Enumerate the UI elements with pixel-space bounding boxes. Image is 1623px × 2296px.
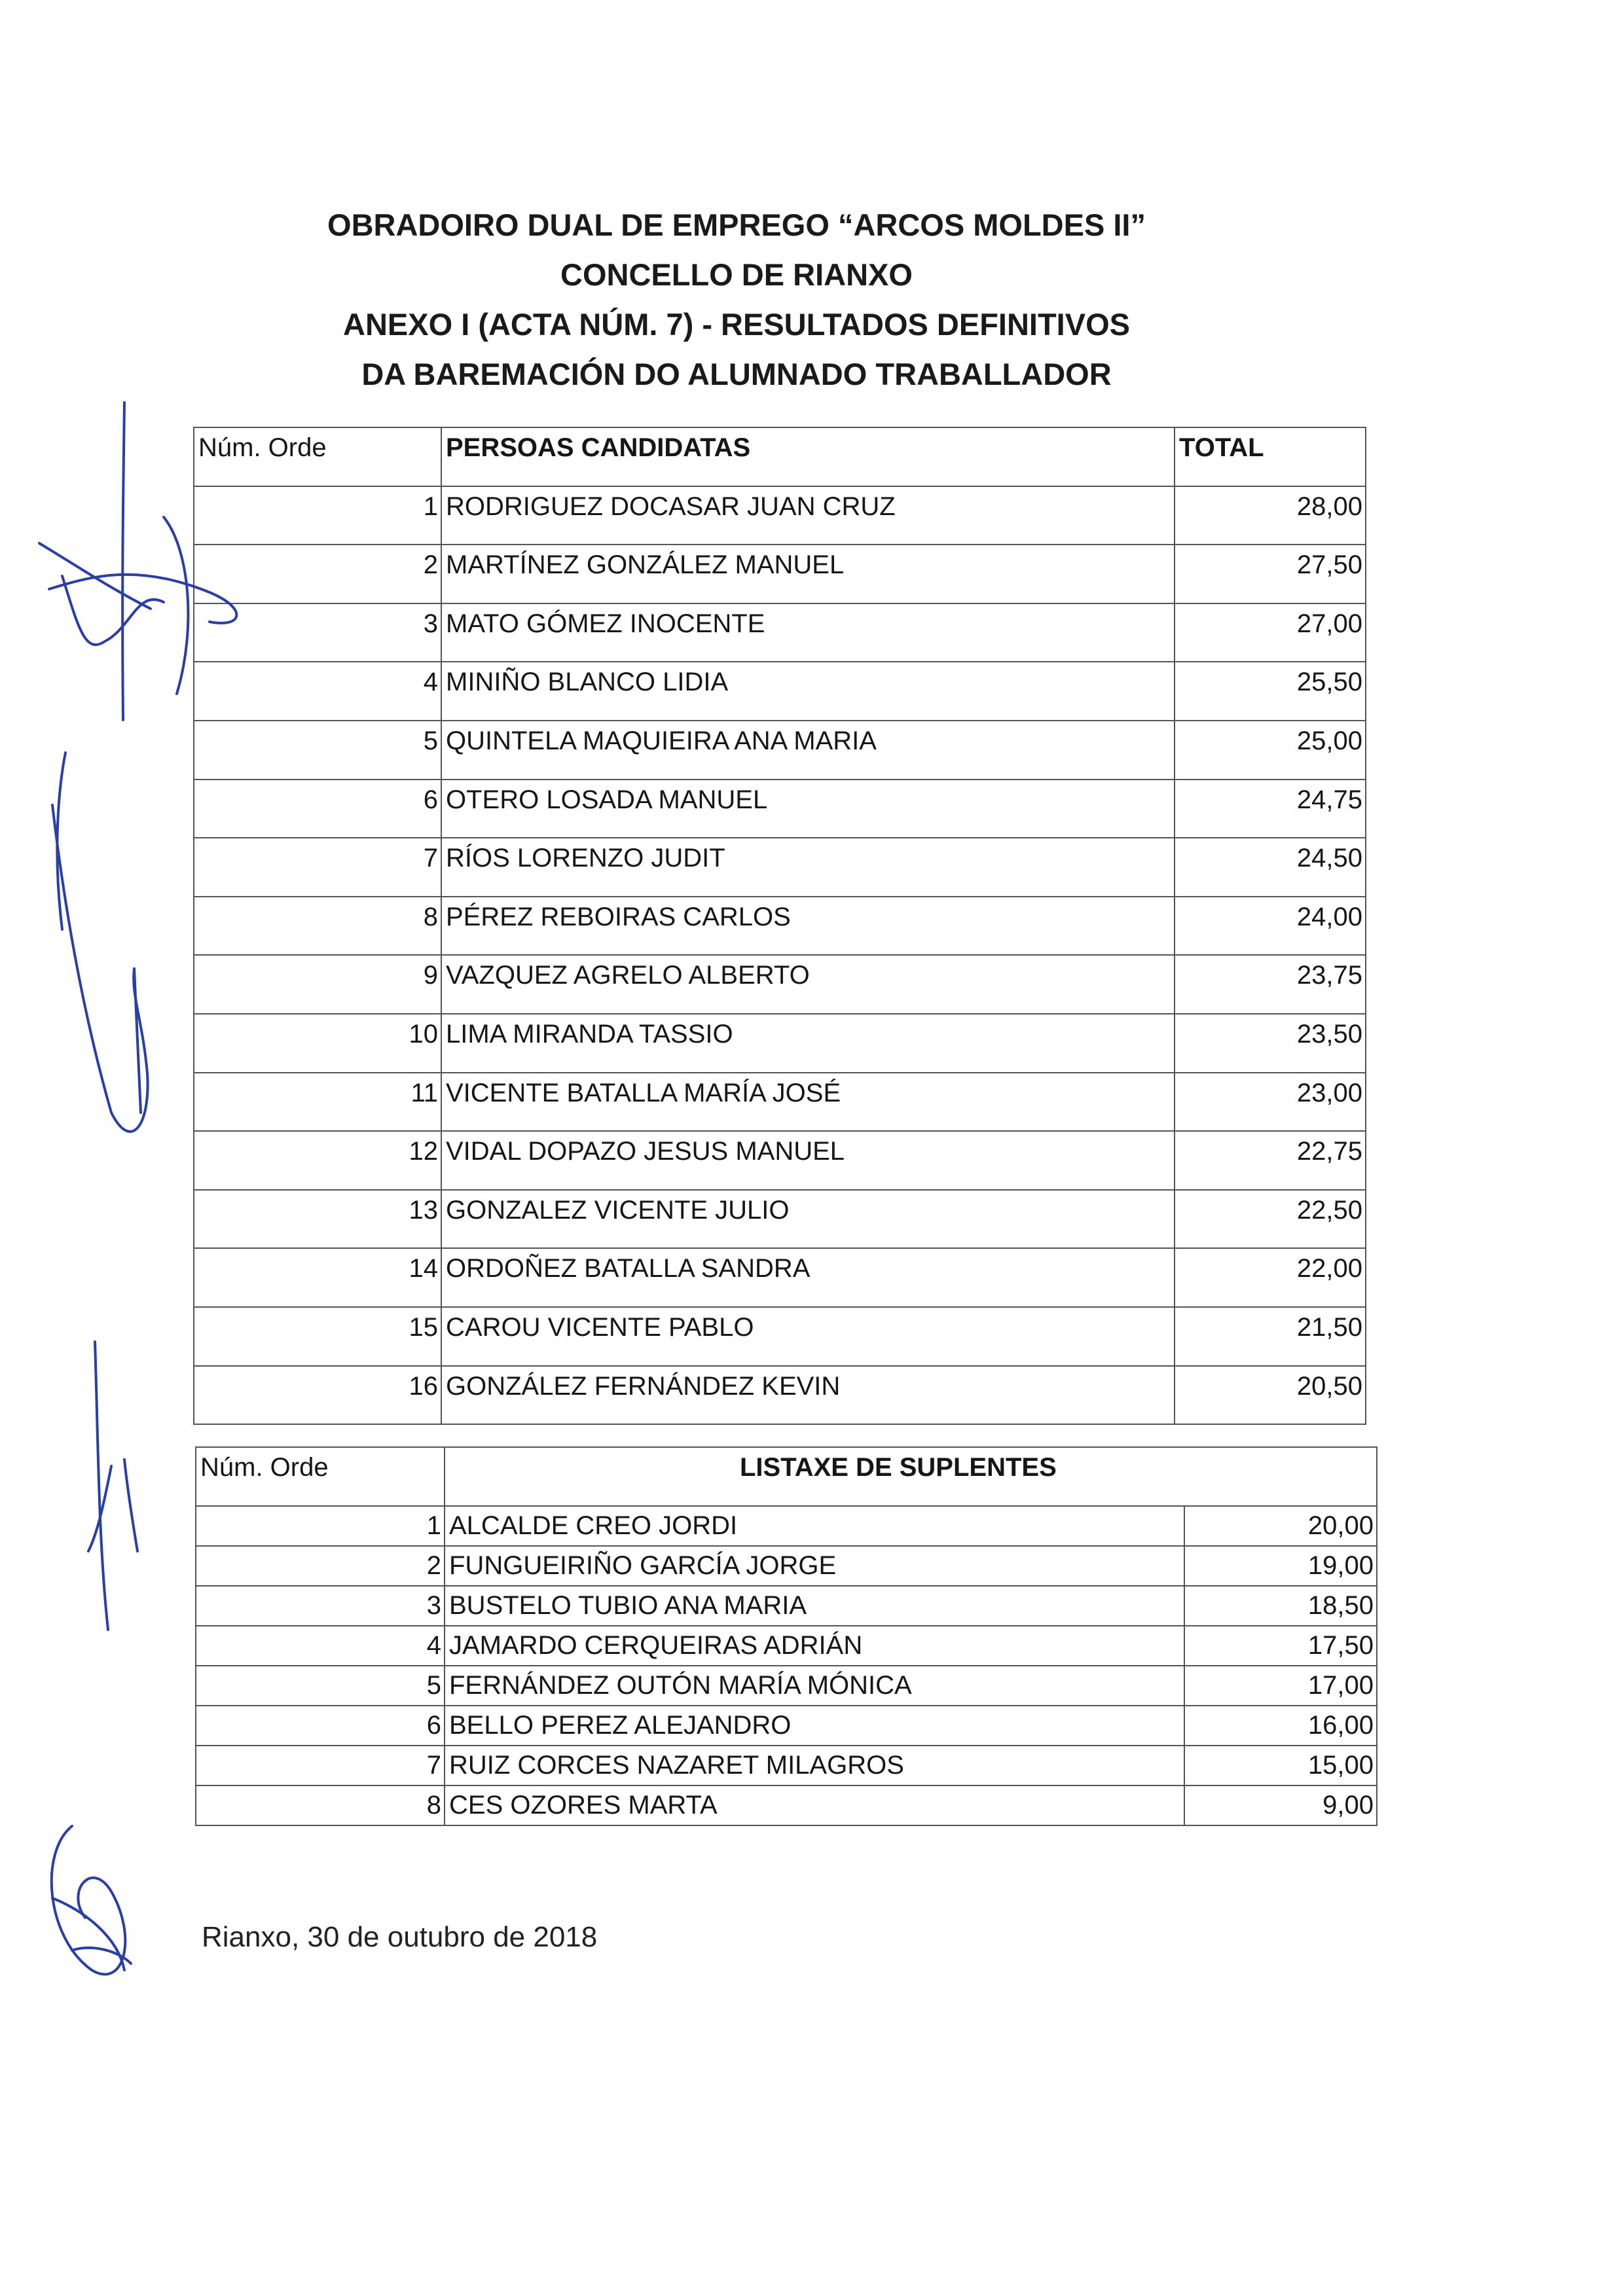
table-row: [196, 1785, 1377, 1825]
row-total: 18,50: [1184, 1586, 1377, 1626]
table-row: [194, 780, 1366, 838]
row-name: VAZQUEZ AGRELO ALBERTO: [441, 955, 1175, 1014]
table-row: [194, 486, 1366, 545]
substitutes-header-row: [196, 1447, 1377, 1506]
header-total: TOTAL: [1175, 427, 1366, 486]
row-num: 3: [194, 603, 441, 662]
row-total: 17,50: [1184, 1626, 1377, 1666]
table-row: [196, 1746, 1377, 1785]
row-total: 24,00: [1175, 897, 1366, 956]
row-num: 10: [194, 1014, 441, 1073]
table-row: [196, 1506, 1377, 1546]
title-line-4: DA BAREMACIÓN DO ALUMNADO TRABALLADOR: [361, 357, 1112, 391]
table-row: [196, 1546, 1377, 1586]
table-row: [194, 1190, 1366, 1249]
row-name: BELLO PEREZ ALEJANDRO: [445, 1706, 1184, 1746]
header-num-order: Núm. Orde: [194, 427, 441, 486]
row-name: MINIÑO BLANCO LIDIA: [441, 662, 1175, 721]
row-num: 7: [196, 1746, 445, 1785]
row-name: RUIZ CORCES NAZARET MILAGROS: [445, 1746, 1184, 1785]
row-num: 9: [194, 955, 441, 1014]
row-num: 8: [194, 897, 441, 956]
row-num: 11: [194, 1073, 441, 1132]
row-name: ORDOÑEZ BATALLA SANDRA: [441, 1248, 1175, 1307]
row-total: 27,00: [1175, 603, 1366, 662]
row-name: JAMARDO CERQUEIRAS ADRIÁN: [445, 1626, 1184, 1666]
table-row: [194, 1248, 1366, 1307]
table-row: [196, 1666, 1377, 1706]
header-candidates: PERSOAS CANDIDATAS: [441, 427, 1175, 486]
row-num: 5: [196, 1666, 445, 1706]
row-total: 25,00: [1175, 721, 1366, 780]
row-num: 8: [196, 1785, 445, 1825]
row-total: 23,75: [1175, 955, 1366, 1014]
signature-2-icon: [88, 1342, 137, 1630]
row-num: 13: [194, 1190, 441, 1249]
row-num: 14: [194, 1248, 441, 1307]
handwritten-signatures: [0, 0, 275, 2094]
row-name: GONZÁLEZ FERNÁNDEZ KEVIN: [441, 1366, 1175, 1425]
row-num: 1: [196, 1506, 445, 1546]
row-num: 2: [194, 545, 441, 603]
table-row: [196, 1706, 1377, 1746]
row-total: 17,00: [1184, 1666, 1377, 1706]
row-total: 21,50: [1175, 1307, 1366, 1366]
table-row: [194, 1131, 1366, 1190]
row-total: 9,00: [1184, 1785, 1377, 1825]
row-name: FUNGUEIRIÑO GARCÍA JORGE: [445, 1546, 1184, 1586]
row-total: 15,00: [1184, 1746, 1377, 1785]
table-row: [194, 1366, 1366, 1425]
row-name: CES OZORES MARTA: [445, 1785, 1184, 1825]
row-name: ALCALDE CREO JORDI: [445, 1506, 1184, 1546]
table-row: [194, 897, 1366, 956]
row-name: RÍOS LORENZO JUDIT: [441, 838, 1175, 897]
substitutes-table: [195, 1446, 1377, 1826]
table-row: [194, 1073, 1366, 1132]
signature-3-icon: [52, 1826, 131, 1974]
title-line-1: OBRADOIRO DUAL DE EMPREGO “ARCOS MOLDES II”: [327, 207, 1146, 242]
row-num: 16: [194, 1366, 441, 1425]
row-name: BUSTELO TUBIO ANA MARIA: [445, 1586, 1184, 1626]
row-name: MATO GÓMEZ INOCENTE: [441, 603, 1175, 662]
row-num: 2: [196, 1546, 445, 1586]
table-row: [194, 838, 1366, 897]
row-num: 15: [194, 1307, 441, 1366]
table-row: [194, 1307, 1366, 1366]
row-num: 4: [196, 1626, 445, 1666]
row-num: 3: [196, 1586, 445, 1626]
table-row: [194, 603, 1366, 662]
header-num-order: Núm. Orde: [196, 1447, 445, 1506]
row-total: 24,50: [1175, 838, 1366, 897]
row-name: OTERO LOSADA MANUEL: [441, 780, 1175, 838]
table-row: [194, 955, 1366, 1014]
row-total: 20,00: [1184, 1506, 1377, 1546]
row-name: MARTÍNEZ GONZÁLEZ MANUEL: [441, 545, 1175, 603]
candidates-table: [193, 427, 1366, 1425]
row-total: 27,50: [1175, 545, 1366, 603]
row-num: 12: [194, 1131, 441, 1190]
candidates-header-row: [194, 427, 1366, 486]
table-row: [194, 662, 1366, 721]
date-line: Rianxo, 30 de outubro de 2018: [202, 1921, 598, 1953]
row-name: QUINTELA MAQUIEIRA ANA MARIA: [441, 721, 1175, 780]
row-name: RODRIGUEZ DOCASAR JUAN CRUZ: [441, 486, 1175, 545]
table-row: [194, 545, 1366, 603]
header-substitutes: LISTAXE DE SUPLENTES: [445, 1447, 1377, 1506]
row-total: 20,50: [1175, 1366, 1366, 1425]
row-name: CAROU VICENTE PABLO: [441, 1307, 1175, 1366]
table-row: [196, 1586, 1377, 1626]
row-name: GONZALEZ VICENTE JULIO: [441, 1190, 1175, 1249]
row-num: 7: [194, 838, 441, 897]
row-total: 22,75: [1175, 1131, 1366, 1190]
row-num: 1: [194, 486, 441, 545]
row-num: 4: [194, 662, 441, 721]
row-total: 28,00: [1175, 486, 1366, 545]
row-total: 23,50: [1175, 1014, 1366, 1073]
signature-1-icon: [39, 403, 236, 1132]
row-total: 19,00: [1184, 1546, 1377, 1586]
row-total: 25,50: [1175, 662, 1366, 721]
table-row: [194, 1014, 1366, 1073]
row-name: PÉREZ REBOIRAS CARLOS: [441, 897, 1175, 956]
row-total: 23,00: [1175, 1073, 1366, 1132]
row-total: 24,75: [1175, 780, 1366, 838]
row-name: FERNÁNDEZ OUTÓN MARÍA MÓNICA: [445, 1666, 1184, 1706]
title-line-3: ANEXO I (ACTA NÚM. 7) - RESULTADOS DEFINITIVOS: [343, 307, 1130, 342]
title-line-2: CONCELLO DE RIANXO: [560, 257, 913, 292]
row-total: 22,00: [1175, 1248, 1366, 1307]
row-total: 22,50: [1175, 1190, 1366, 1249]
row-total: 16,00: [1184, 1706, 1377, 1746]
row-num: 6: [194, 780, 441, 838]
table-row: [194, 721, 1366, 780]
row-num: 5: [194, 721, 441, 780]
row-num: 6: [196, 1706, 445, 1746]
row-name: VIDAL DOPAZO JESUS MANUEL: [441, 1131, 1175, 1190]
table-row: [196, 1626, 1377, 1666]
row-name: LIMA MIRANDA TASSIO: [441, 1014, 1175, 1073]
row-name: VICENTE BATALLA MARÍA JOSÉ: [441, 1073, 1175, 1132]
